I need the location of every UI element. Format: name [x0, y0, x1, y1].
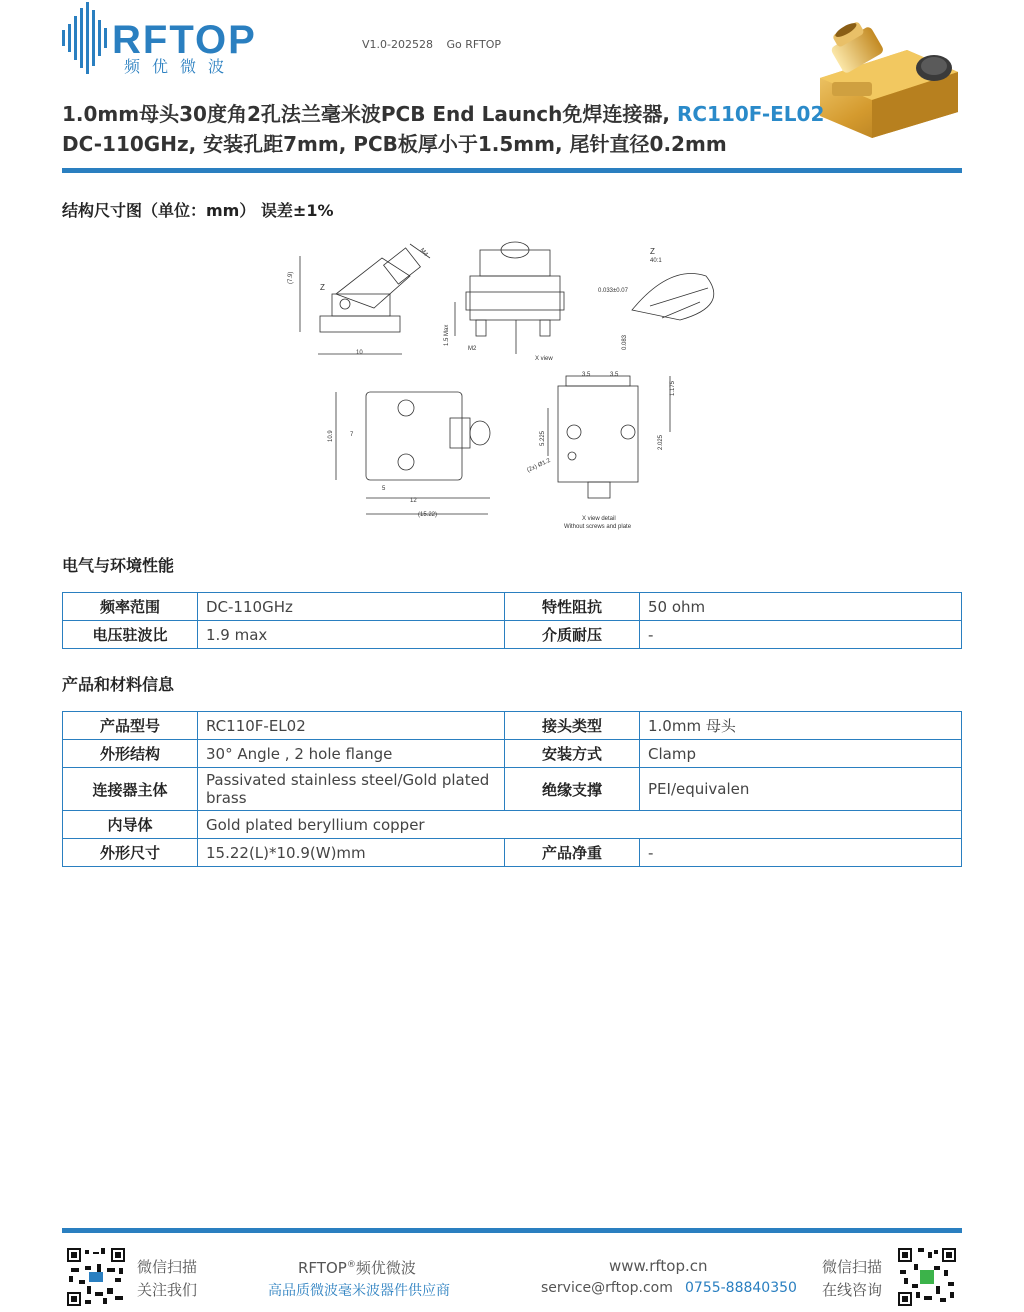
- section-title-drawing: 结构尺寸图（单位：mm） 误差±1%: [62, 201, 334, 220]
- version-number: V1.0-202528: [362, 38, 433, 51]
- dim-w10: 10: [356, 350, 363, 356]
- dim-m4: M4: [418, 247, 429, 258]
- dim-12: 12: [410, 498, 417, 504]
- wechat-follow-line1: 微信扫描: [137, 1258, 198, 1276]
- caption-xdetail: X view detail: [582, 516, 616, 522]
- table-row: [63, 811, 962, 839]
- caption-noscrews: Without screws and plate: [564, 524, 632, 530]
- cell-label: 频率范围: [63, 593, 198, 621]
- x-view-detail: [548, 376, 670, 498]
- detail-z: [632, 274, 714, 320]
- dim-0033: 0.033±0.07: [598, 288, 628, 294]
- footer-email[interactable]: service@rftop.com: [541, 1280, 673, 1296]
- table-row: [63, 768, 962, 811]
- dim-1175: 1.175: [670, 380, 676, 396]
- product-title-line2: DC-110GHz, 安装孔距7mm, PCB板厚小于1.5mm, 尾针直径0.2mm: [62, 132, 727, 156]
- cell-value: 1.9 max: [198, 621, 505, 649]
- dim-2025: 2.025: [658, 434, 664, 450]
- table-row: [63, 621, 962, 649]
- table-row: [63, 593, 962, 621]
- rftop-logo[interactable]: [62, 2, 272, 74]
- wave-logo-icon: [62, 2, 110, 74]
- cell-value: Passivated stainless steel/Gold plated brass: [198, 768, 505, 811]
- product-title-line1: [62, 98, 824, 127]
- cell-value: RC110F-EL02: [198, 712, 505, 740]
- footer-brand: [298, 1257, 416, 1278]
- dim-hole: (2x) Ø1.2: [526, 457, 552, 474]
- cell-label: 产品型号: [63, 712, 198, 740]
- table-row: [63, 839, 962, 867]
- cell-label: 介质耐压: [505, 621, 640, 649]
- detail-scale: 40:1: [650, 258, 662, 264]
- cell-label: 外形结构: [63, 740, 198, 768]
- qr-code-consult[interactable]: [898, 1248, 956, 1306]
- dim-z: Z: [320, 283, 325, 292]
- version-info: [362, 38, 511, 51]
- detail-z-label: Z: [650, 247, 655, 256]
- footer-divider: [62, 1228, 962, 1233]
- title-main: 1.0mm母头30度角2孔法兰毫米波PCB End Launch免焊连接器,: [62, 102, 677, 126]
- dim-xview: X view: [535, 356, 553, 362]
- dim-35b: 3.5: [610, 372, 619, 378]
- dim-35a: 3.5: [582, 372, 591, 378]
- dim-7: 7: [350, 432, 354, 438]
- connector-photo: [812, 20, 962, 142]
- dim-5225: 5.225: [540, 430, 546, 446]
- footer-brand-name: RFTOP: [298, 1259, 347, 1277]
- cell-value: Clamp: [640, 740, 962, 768]
- wechat-consult-line1: 微信扫描: [822, 1258, 883, 1276]
- table-row: [63, 740, 962, 768]
- dim-m2: M2: [468, 346, 477, 352]
- cell-label: 连接器主体: [63, 768, 198, 811]
- cell-label: 接头类型: [505, 712, 640, 740]
- cell-value: PEI/equivalen: [640, 768, 962, 811]
- front-view: [455, 242, 564, 354]
- dimension-drawing: [270, 236, 730, 536]
- cell-label: 内导体: [63, 811, 198, 839]
- dim-109: 10.9: [328, 430, 334, 442]
- dim-h79: (7.9): [288, 271, 294, 284]
- cell-label: 外形尺寸: [63, 839, 198, 867]
- cell-value: Gold plated beryllium copper: [198, 811, 962, 839]
- electrical-table: [62, 592, 962, 649]
- cell-label: 产品净重: [505, 839, 640, 867]
- footer-brand-cn: 频优微波: [355, 1259, 416, 1277]
- cell-label: 安装方式: [505, 740, 640, 768]
- dim-5: 5: [382, 486, 386, 492]
- cell-label: 特性阻抗: [505, 593, 640, 621]
- side-view: [300, 244, 430, 354]
- footer-phone[interactable]: 0755-88840350: [685, 1280, 797, 1296]
- footer-slogan: 高品质微波毫米波器件供应商: [268, 1283, 450, 1299]
- cell-label: 绝缘支撑: [505, 768, 640, 811]
- footer-website[interactable]: www.rftop.cn: [609, 1257, 708, 1275]
- table-row: [63, 712, 962, 740]
- section-title-materials: 产品和材料信息: [62, 675, 175, 694]
- dim-max15: 1.5 Max: [444, 324, 450, 346]
- logo-text: RFTOP: [112, 18, 257, 62]
- cell-value: DC-110GHz: [198, 593, 505, 621]
- top-view: [336, 392, 490, 514]
- cell-value: 50 ohm: [640, 593, 962, 621]
- cell-value: -: [640, 621, 962, 649]
- cell-value: 15.22(L)*10.9(W)mm: [198, 839, 505, 867]
- header-divider: [62, 168, 962, 173]
- wechat-consult-line2: 在线咨询: [822, 1281, 883, 1299]
- section-title-electrical: 电气与环境性能: [62, 556, 175, 575]
- cell-value: -: [640, 839, 962, 867]
- registered-mark: ®: [346, 1260, 356, 1270]
- dim-0083: 0.083: [622, 334, 628, 350]
- logo-cn-text: 频优微波: [124, 57, 237, 76]
- cell-label: 电压驻波比: [63, 621, 198, 649]
- wechat-follow-line2: 关注我们: [137, 1281, 198, 1299]
- materials-table: [62, 711, 962, 867]
- dim-1522: (15.22): [418, 512, 438, 518]
- title-model: RC110F-EL02: [676, 102, 825, 126]
- cell-value: 1.0mm 母头: [640, 712, 962, 740]
- cell-value: 30° Angle , 2 hole flange: [198, 740, 505, 768]
- brand-link[interactable]: Go RFTOP: [446, 38, 502, 51]
- qr-code-follow[interactable]: [67, 1248, 125, 1306]
